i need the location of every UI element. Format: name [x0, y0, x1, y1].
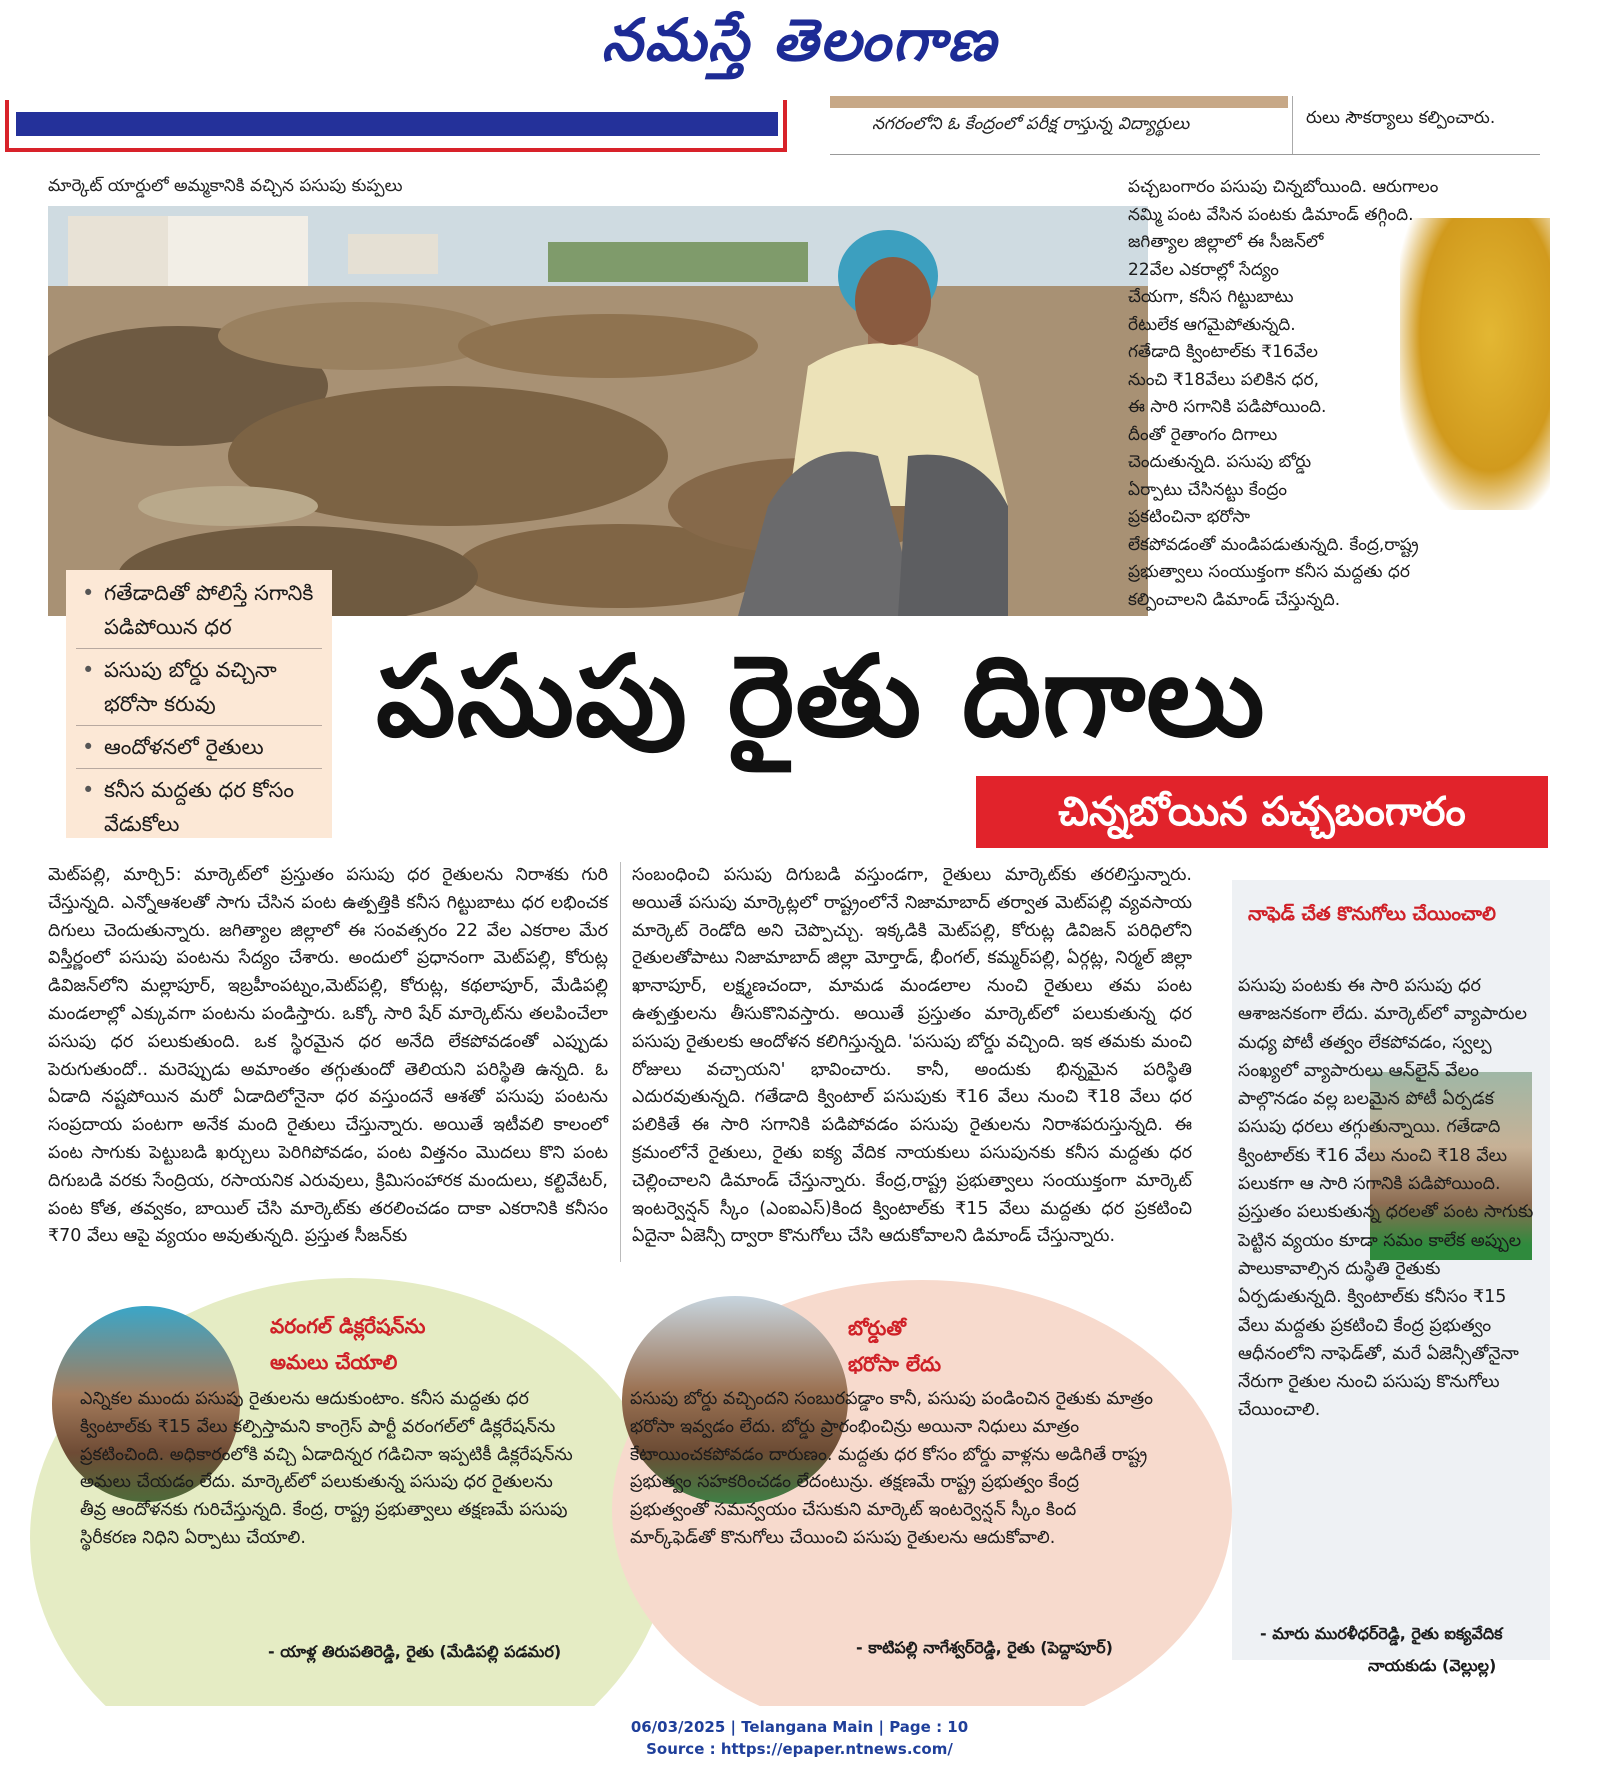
masthead-logo: నమస్తే తెలంగాణ: [601, 6, 998, 74]
intro-line: కల్పించాలని డిమాండ్ చేస్తున్నది.: [1128, 589, 1341, 610]
footer-source-line: Source : https://epaper.ntnews.com/: [646, 1740, 953, 1758]
intro-line: చేయగా, కనీస గిట్టుబాటు: [1128, 287, 1294, 307]
footer-date-line: 06/03/2025 | Telangana Main | Page : 10: [630, 1718, 969, 1736]
article-column-2: సంబంధించి పసుపు దిగుబడి వస్తుండగా, రైతులు మార్కెట్‌కు తరలిస్తున్నారు. అయితే పసుపు మార్కెట్లలో రాష్ట్రంలోనే నిజామాబాద్ తర్వాత మెట్‌పల్లి వ్యవసాయ మార్కెట్ రెండోది అని చెప్పొచ్చు. ఇక్కడికి మెట్‌పల్లి, కోరుట్ల డివిజన్ పరిధిలోని రైతులతోపాటు నిజామాబాద్ జిల్లా మోర్తాడ్, భీంగల్, కమ్మర్‌పల్లి, ఏర్గట్ల, నిర్మల్ జిల్లా ఖానాపూర్, లక్ష్మణచందా, మామడ మండలాల నుంచి రైతులు తమ పంట ఉత్పత్తులను తీసుకొనివస్తారు. అయితే ప్రస్తుతం మార్కెట్‌లో పలుకుతున్న ధర పసుపు రైతులకు ఆందోళన కలిగిస్తున్నది. 'పసుపు బోర్డు వచ్చింది. ఇక తమకు మంచి రోజులు వచ్చాయని' భావించారు. కానీ, అందుకు భిన్నమైన పరిస్థితి ఎదురవుతున్నది. గతేడాది క్వింటాల్ పసుపుకు ₹16 వేలు నుంచి ₹18 వేలు ధర పలికితే ఈ సారి సగానికి పడిపోవడం పసుపు రైతులను నిరాశపరుస్తున్నది. ఈ క్రమంలోనే రైతులు, రైతు ఐక్య వేదిక నాయకులు పసుపునకు కనీస మద్దతు ధర చెల్లించాలని డిమాండ్ చేస్తున్నారు. కేంద్ర,రాష్ట్ర ప్రభుత్వాలు సంయుక్తంగా మార్కెట్ ఇంటర్వెన్షన్ స్కీం (ఎంఐఎస్)కింద క్వింటాల్‌కు ₹15 వేలు మద్దతు ధర ప్రకటించి ఏదైనా ఏజెన్సీ ద్వారా కొనుగోలు చేసి ఆదుకోవాలని డిమాండ్ చేస్తున్నారు.: [632, 865, 1192, 1247]
intro-line: రేటులేక ఆగమైపోతున్నది.: [1128, 314, 1296, 335]
intro-line: నుంచి ₹18వేలు పలికిన ధర,: [1128, 369, 1319, 390]
intro-line: జగిత్యాల జిల్లాలో ఈ సీజన్‌లో: [1128, 232, 1324, 252]
highlight-item: • ఆందోళనలో రైతులు: [76, 730, 322, 769]
highlights-box: [66, 570, 332, 838]
intro-line: ప్రకటించినా భరోసా: [1128, 507, 1251, 527]
highlight-item: • కనీస మద్దతు ధర కోసం వేడుకోలు: [76, 773, 322, 845]
highlight-item: • గతేడాదితో పోలిస్తే సగానికి పడిపోయిన ధర: [76, 576, 322, 649]
left-quote-title-line: వరంగల్ డిక్లరేషన్‌ను: [270, 1314, 426, 1338]
divider: [1292, 96, 1293, 154]
photo-caption: మార్కెట్ యార్డులో అమ్మకానికి వచ్చిన పసుపు కుప్పలు: [48, 176, 403, 196]
masthead-blue-bar: [16, 112, 778, 136]
highlight-item: • పసుపు బోర్డు వచ్చినా భరోసా కరువు: [76, 653, 322, 726]
intro-line: ఈ సారి సగానికి పడిపోయింది.: [1128, 397, 1327, 417]
sidebar-title: నాఫెడ్ చేత కొనుగోలు చేయించాలి: [1248, 903, 1496, 925]
subheadline: చిన్నబోయిన పచ్చబంగారం: [976, 776, 1548, 848]
top-right-text: రులు సౌకర్యాలు కల్పించారు.: [1306, 108, 1496, 128]
sidebar-attribution: - మారు మురళీధర్‌రెడ్డి, రైతు ఐక్యవేదిక: [1260, 1624, 1503, 1643]
left-quote-title-line: అమలు చేయాలి: [270, 1350, 398, 1374]
intro-text: [1128, 174, 1498, 614]
intro-line: నమ్మి పంట వేసిన పంటకు డిమాండ్ తగ్గింది.: [1128, 204, 1414, 225]
photo-illustration: [48, 206, 1148, 616]
left-quote-text: ఎన్నికల ముందు పసుపు రైతులను ఆదుకుంటాం. కనీస మద్దతు ధర క్వింటాల్‌కు ₹15 వేలు కల్పిస్తామని కాంగ్రెస్ పార్టీ వరంగల్‌లో డిక్లరేషన్‌ను ప్రకటించింది. అధికారంలోకి వచ్చి ఏడాదిన్నర గడిచినా ఇప్పటికీ డిక్లరేషన్‌ను అమలు చేయడం లేదు. మార్కెట్‌లో పలుకుతున్న పసుపు ధర రైతులను తీవ్ర ఆందోళనకు గురిచేస్తున్నది. కేంద్ర, రాష్ట్ర ప్రభుత్వాలు తక్షణమే పసుపు స్థిరీకరణ నిధిని ఏర్పాటు చేయాలి.: [80, 1389, 573, 1548]
intro-line: ఏర్పాటు చేసినట్టు కేంద్రం: [1128, 479, 1287, 500]
middle-quote-title-line: బోర్డుతో: [848, 1316, 906, 1340]
page-footer: [0, 1716, 1599, 1760]
middle-quote-title-line: భరోసా లేదు: [848, 1352, 942, 1376]
middle-quote-title: [848, 1310, 941, 1382]
top-photo-caption: నగరంలోని ఓ కేంద్రంలో పరీక్ష రాస్తున్న విద్యార్థులు: [872, 114, 1190, 134]
column-divider: [620, 862, 621, 1262]
intro-line: లేకపోవడంతో మండిపడుతున్నది. కేంద్ర,రాష్ట్ర: [1128, 534, 1419, 555]
intro-line: పచ్చబంగారం పసుపు చిన్నబోయింది. ఆరుగాలం: [1128, 177, 1439, 197]
sidebar-attribution-2: నాయకుడు (వెల్లుల్ల): [1368, 1656, 1497, 1675]
top-photo-edge: [830, 96, 1288, 108]
market-turmeric-photo: [48, 206, 1148, 616]
intro-line: ప్రభుత్వాలు సంయుక్తంగా కనీస మద్దతు ధర: [1128, 562, 1411, 582]
left-quote-attribution: - యాళ్ల తిరుపతిరెడ్డి, రైతు (మేడిపల్లి పడమర): [268, 1642, 562, 1661]
headline: పసుపు రైతు దిగాలు: [376, 632, 1266, 762]
intro-line: చెందుతున్నది. పసుపు బోర్డు: [1128, 452, 1312, 472]
sidebar-text: పసుపు పంటకు ఈ సారి పసుపు ధర ఆశాజనకంగా లేదు. మార్కెట్‌లో వ్యాపారుల మధ్య పోటీ తత్వం లేకపోవడం, స్వల్ప సంఖ్యలో వ్యాపారులు ఆన్‌లైన్ వేలం పాల్గొనడం వల్ల బలమైన పోటీ ఏర్పడక పసుపు ధరలు తగ్గుతున్నాయి. గతేడాది క్వింటాల్‌కు ₹16 వేలు నుంచి ₹18 వేలు పలుకగా ఆ సారి సగానికి పడిపోయింది. ప్రస్తుతం పలుకుతున్న ధరలతో పంట సాగుకు పెట్టిన వ్యయం కూడా సమం కాలేక అప్పుల పాలుకావాల్సిన దుస్థితి రైతుకు ఏర్పడుతున్నది. క్వింటాల్‌కు కనీసం ₹15 వేలు మద్దతు ప్రకటించి కేంద్ర ప్రభుత్వం ఆధీనంలోని నాఫెడ్‌తో, మరే ఏజెన్సీతోనైనా నేరుగా రైతుల నుంచి పసుపు కొనుగోలు చేయించాలి.: [1238, 976, 1534, 1421]
intro-line: దీంతో రైతాంగం దిగాలు: [1128, 424, 1278, 445]
intro-line: 22వేల ఎకరాల్లో సేద్యం: [1128, 259, 1279, 280]
middle-quote-attribution: - కాటిపల్లి నాగేశ్వర్‌రెడ్డి, రైతు (పెద్దాపూర్): [856, 1638, 1113, 1657]
intro-line: గతేడాది క్వింటాల్‌కు ₹16వేల: [1128, 342, 1318, 362]
middle-quote-text: పసుపు బోర్డు వచ్చిందని సంబురపడ్డాం కానీ, పసుపు పండించిన రైతుకు మాత్రం భరోసా ఇవ్వడం లేదు. బోర్డు ప్రారంభించిన్రు అయినా నిధులు మాత్రం కేటాయించకపోవడం దారుణం. మద్దతు ధర కోసం బోర్డు వాళ్లను అడిగితే రాష్ట్ర ప్రభుత్వం సహకరించడం లేదంటున్రు. తక్షణమే రాష్ట్ర ప్రభుత్వం కేంద్ర ప్రభుత్వంతో సమన్వయం చేసుకుని మార్కెట్ ఇంటర్వెన్షన్ స్కీం కింద మార్క్‌ఫెడ్‌తో కొనుగోలు చేయించి పసుపు రైతులను ఆదుకోవాలి.: [630, 1389, 1154, 1548]
left-quote-title: [270, 1308, 425, 1380]
article-column-1: మెట్‌పల్లి, మార్చి5: మార్కెట్‌లో ప్రస్తుతం పసుపు ధర రైతులను నిరాశకు గురి చేస్తున్నది. ఎన్నోఆశలతో సాగు చేసిన పంట ఉత్పత్తికి కనీస గిట్టుబాటు ధర లభించక దిగులు చెందుతున్నారు. జగిత్యాల జిల్లాలో ఈ సంవత్సరం 22 వేల ఎకరాల మేర విస్తీర్ణంలో పసుపు పంటను సేద్యం చేశారు. అందులో ప్రధానంగా మెట్‌పల్లి, కోరుట్ల డివిజన్‌లోని మల్లాపూర్, ఇబ్రహీంపట్నం,మెట్‌పల్లి, కోరుట్ల, కథలాపూర్, మేడిపల్లి మండలాల్లో ఎక్కువగా పంటను పండిస్తారు. ఒక్కో సారి షేర్ మార్కెట్‌ను తలపించేలా పసుపు ధర పలుకుతుంది. ఒక స్థిరమైన ధర అనేది లేకపోవడంతో ఎప్పుడు పెరుగుతుందో.. మరెప్పుడు అమాంతం తగ్గుతుందో తెలియని పరిస్థితి ఉన్నది. ఓ ఏడాది నష్టపోయిన మరో ఏడాదిలోనైనా ధర వస్తుందనే ఆశతో పసుపు పంటను సంప్రదాయ పంటగా అనేక మంది రైతులు చేస్తున్నారు. అయితే ఇటీవలి కాలంలో పంట సాగుకు పెట్టుబడి ఖర్చులు పెరిగిపోవడం, పంట విత్తనం మొదలు కొని పంట దిగుబడి వరకు సేంద్రియ, రసాయనిక ఎరువులు, క్రిమిసంహారక మందులు, కల్టివేటర్, పంట కోత, తవ్వకం, బాయిల్ చేసి మార్కెట్‌కు తరలించడం దాకా ఎకరానికి కనీసం ₹70 వేలు ఆపై వ్యయం అవుతున్నది. ప్రస్తుత సీజన్‌కు: [48, 865, 608, 1247]
